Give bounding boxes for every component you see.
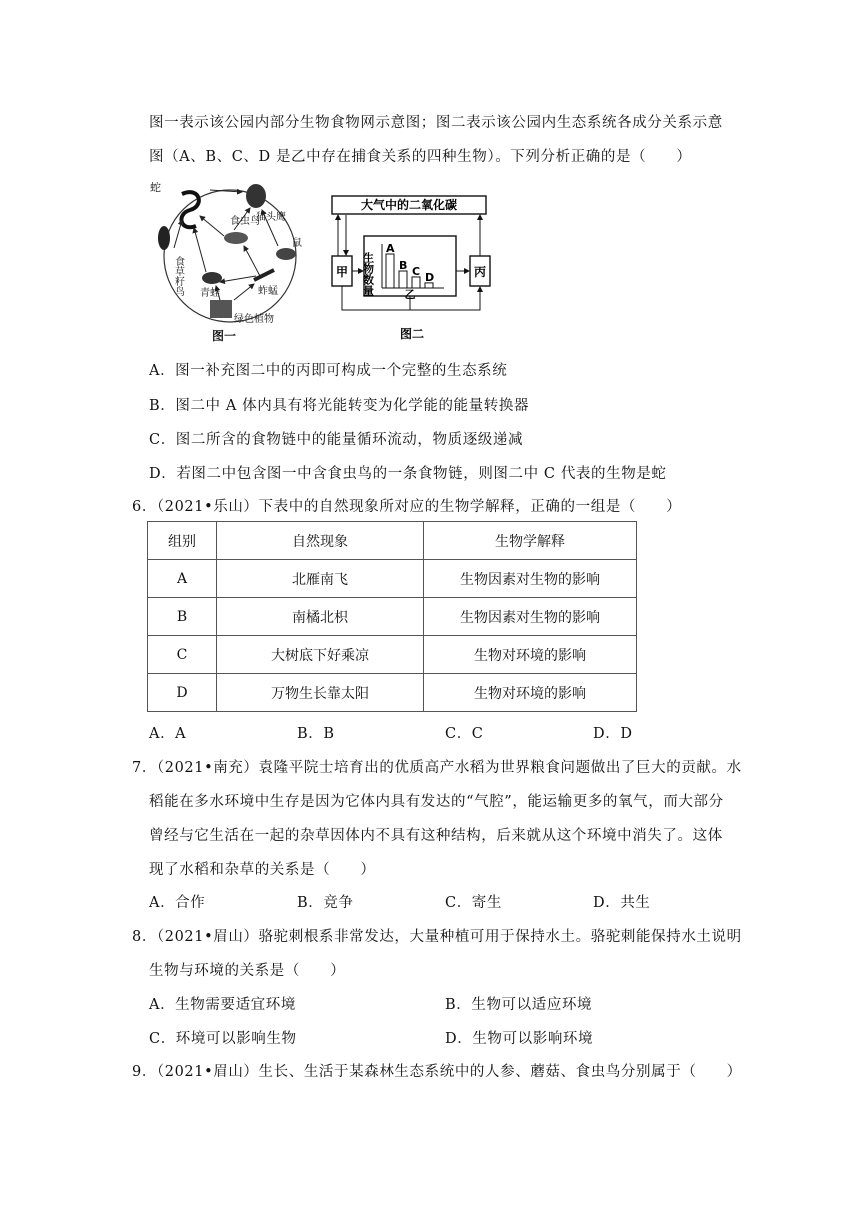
bar-label-d: D [425,270,435,284]
table-cell: A [148,560,217,598]
figure-1-food-web [150,176,310,346]
frog-icon [202,272,222,284]
q7-option-b: B．竞争 [297,895,354,911]
figure-2-caption: 图二 [400,327,425,341]
table-row [148,674,637,712]
table-header-row [148,522,637,560]
insectivore-bird-icon [224,232,248,244]
q7-stem-line-1: 7．（2021•南充）袁隆平院士培育出的优质高产水稻为世界粮食问题做出了巨大的贡献。水 [132,760,742,776]
label-frog: 青蛙 [200,288,220,299]
label-insectivore-bird: 食虫鸟 [230,216,260,227]
plant-icon [210,300,232,318]
q5-option-b: B．图二中 A 体内具有将光能转变为化学能的能量转换器 [149,398,530,414]
bar-c [412,277,420,288]
table-cell: 北雁南飞 [217,560,424,598]
q7-stem-line-3: 曾经与它生活在一起的杂草因体内不具有这种结构，后来就从这个环境中消失了。这体 [149,828,723,844]
table-cell: 生物对环境的影响 [424,636,637,674]
granivore-bird-icon [158,226,170,250]
figure-2-ecosystem [326,192,498,344]
table-row [148,598,637,636]
q8-option-d: D．生物可以影响环境 [445,1031,594,1047]
q7-option-c: C．寄生 [445,895,502,911]
table-cell: 生物因素对生物的影响 [424,560,637,598]
q5-option-c: C．图二所含的食物链中的能量循环流动，物质逐级递减 [149,432,524,448]
label-snake: 蛇 [150,181,161,194]
q5-stem-line-1: 图一表示该公园内部分生物食物网示意图；图二表示该公园内生态系统各成分关系示意 [149,115,723,131]
q8-stem-line-2: 生物与环境的关系是（ ） [149,963,346,979]
bar-b [399,271,407,288]
bar-group [386,242,434,288]
q6-stem: 6．（2021•乐山）下表中的自然现象所对应的生物学解释，正确的一组是（ ） [132,499,682,515]
q6-option-b: B．B [297,726,335,742]
table-row [148,560,637,598]
bar-label-a: A [386,242,395,255]
table-header: 自然现象 [217,522,424,560]
label-owl: 猫头鹰 [256,212,286,223]
q5-stem-line-2: 图（A、B、C、D 是乙中存在捕食关系的四种生物）。下列分析正确的是（ ） [149,149,692,165]
table-cell: B [148,598,217,636]
label-y-axis: 生物数量 [361,252,375,296]
table-header: 组别 [148,522,217,560]
table-cell: D [148,674,217,712]
table-cell: C [148,636,217,674]
table-row [148,636,637,674]
q6-option-d: D．D [593,726,633,742]
owl-icon [246,184,266,208]
box-bing: 丙 [473,265,487,279]
label-yi: 乙 [404,288,416,301]
label-granivore-bird: 食草籽鸟 [172,256,184,296]
bar-label-c: C [412,264,421,278]
box-jia: 甲 [335,265,349,279]
q9-stem: 9．（2021•眉山）生长、生活于某森林生态系统中的人参、蘑菇、食虫鸟分别属于（ ） [132,1064,742,1080]
table-cell: 生物对环境的影响 [424,674,637,712]
table-cell: 南橘北枳 [217,598,424,636]
q7-stem-line-2: 稻能在多水环境中生存是因为它体内具有发达的“气腔”，能运输更多的氧气，而大部分 [149,794,724,810]
q7-option-d: D．共生 [593,895,651,911]
grasshopper-icon [254,270,274,280]
box-atmosphere-co2: 大气中的二氧化碳 [360,198,458,212]
figure-1-caption: 图一 [212,329,237,343]
table-cell: 生物因素对生物的影响 [424,598,637,636]
q8-option-c: C．环境可以影响生物 [149,1031,297,1047]
table-cell: 大树底下好乘凉 [217,636,424,674]
q5-option-a: A．图一补充图二中的丙即可构成一个完整的生态系统 [149,363,508,379]
q6-option-c: C．C [445,726,484,742]
q8-option-b: B．生物可以适应环境 [445,997,593,1013]
label-plant: 绿色植物 [234,314,274,325]
table-header: 生物学解释 [424,522,637,560]
q5-option-d: D．若图二中包含图一中含食虫鸟的一条食物链，则图二中 C 代表的生物是蛇 [149,466,667,482]
q8-stem-line-1: 8．（2021•眉山）骆驼刺根系非常发达，大量种植可用于保持水土。骆驼刺能保持水土说明 [132,929,742,945]
q6-table [147,521,637,712]
label-grasshopper: 蚱蜢 [258,286,278,297]
label-mouse: 鼠 [292,238,302,249]
q7-stem-line-4: 现了水稻和杂草的关系是（ ） [149,862,376,878]
q6-option-a: A．A [149,726,187,742]
table-cell: 万物生长靠太阳 [217,674,424,712]
q8-option-a: A．生物需要适宜环境 [149,997,296,1013]
snake-icon [181,192,198,227]
mouse-icon [276,248,296,260]
q7-option-a: A．合作 [149,895,206,911]
bar-label-b: B [399,259,408,272]
bar-a [386,254,394,288]
